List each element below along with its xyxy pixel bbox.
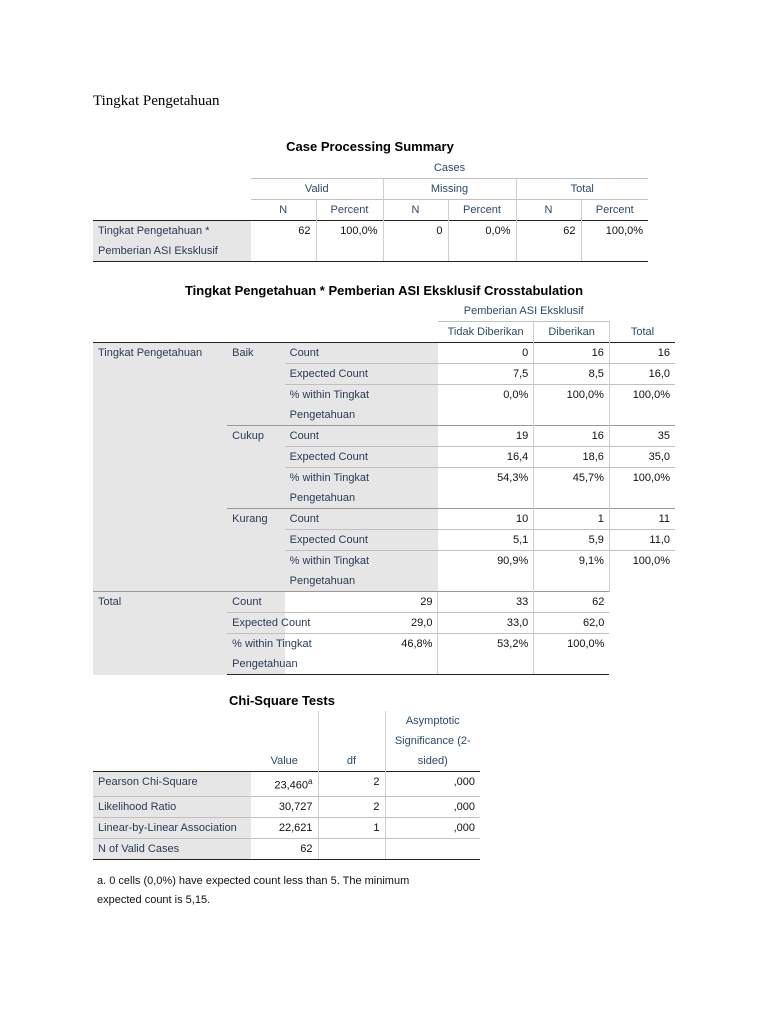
chi-square-row bbox=[93, 817, 480, 838]
chi-square-row bbox=[93, 796, 480, 817]
asymptotic-header-line3: sided) bbox=[385, 751, 480, 772]
table-cell bbox=[609, 405, 675, 426]
table-cell: 16,4 bbox=[438, 447, 534, 468]
table-cell: 100,0% bbox=[581, 221, 648, 262]
table-cell bbox=[438, 654, 534, 675]
crosstab-col-group: Pemberian ASI Eksklusif bbox=[463, 305, 584, 317]
table-cell: 100,0% bbox=[609, 551, 675, 572]
table-cell: 16 bbox=[534, 343, 610, 364]
table-cell: 0 bbox=[383, 221, 448, 262]
stat-label-within-cont: Pengetahuan bbox=[285, 488, 438, 509]
stat-label-expected: Expected Count bbox=[285, 364, 438, 385]
total-header: Total bbox=[516, 179, 648, 200]
table-cell: 0,0% bbox=[438, 385, 534, 406]
cases-header: Cases bbox=[433, 162, 466, 174]
stat-label-count: Count bbox=[285, 426, 438, 447]
chi-row-label: N of Valid Cases bbox=[93, 838, 251, 859]
chi-df: 2 bbox=[318, 772, 385, 797]
n-header: N bbox=[383, 200, 448, 221]
chi-value: 23,460$^a$ bbox=[251, 772, 318, 797]
table-cell: 35,0 bbox=[609, 447, 675, 468]
table-cell: 1 bbox=[534, 509, 610, 530]
table-cell: 100,0% bbox=[609, 385, 675, 406]
chi-sig bbox=[385, 838, 480, 859]
table-cell: 18,6 bbox=[534, 447, 610, 468]
stat-label-within: % within Tingkat bbox=[285, 551, 438, 572]
table-cell bbox=[534, 654, 610, 675]
chi-square-title: Chi-Square Tests bbox=[229, 693, 335, 708]
table-cell: 29 bbox=[285, 592, 438, 613]
percent-header: Percent bbox=[316, 200, 383, 221]
table-cell bbox=[534, 571, 610, 592]
percent-header: Percent bbox=[581, 200, 648, 221]
asymptotic-header-line1: Asymptotic bbox=[385, 711, 480, 731]
stat-label-count: Count bbox=[227, 592, 284, 613]
chi-df: 1 bbox=[318, 817, 385, 838]
df-header: df bbox=[318, 751, 385, 772]
table-cell: 53,2% bbox=[438, 634, 534, 655]
col-header-diberikan: Diberikan bbox=[534, 322, 610, 343]
n-header: N bbox=[251, 200, 316, 221]
table-cell: 0 bbox=[438, 343, 534, 364]
table-cell: 16 bbox=[534, 426, 610, 447]
table-cell: 100,0% bbox=[534, 634, 610, 655]
chi-row-label: Pearson Chi-Square bbox=[93, 772, 251, 797]
table-cell: 16,0 bbox=[609, 364, 675, 385]
stat-label-within-cont: Pengetahuan bbox=[285, 405, 438, 426]
table-cell: 33,0 bbox=[438, 613, 534, 634]
chi-df: 2 bbox=[318, 796, 385, 817]
crosstab-row bbox=[93, 343, 675, 364]
table-cell bbox=[609, 571, 675, 592]
table-cell: 5,1 bbox=[438, 530, 534, 551]
document-heading: Tingkat Pengetahuan bbox=[93, 93, 220, 109]
crosstab-group-label: Cukup bbox=[227, 426, 284, 509]
table-cell: 90,9% bbox=[438, 551, 534, 572]
missing-header: Missing bbox=[383, 179, 516, 200]
table-cell bbox=[609, 488, 675, 509]
crosstab-row bbox=[93, 592, 675, 613]
table-cell bbox=[438, 488, 534, 509]
percent-header: Percent bbox=[448, 200, 516, 221]
table-cell: 7,5 bbox=[438, 364, 534, 385]
table-cell bbox=[438, 405, 534, 426]
chi-square-row bbox=[93, 838, 480, 859]
stat-label-within: % within Tingkat bbox=[227, 634, 284, 655]
table-cell: 19 bbox=[438, 426, 534, 447]
crosstab-group-label: Baik bbox=[227, 343, 284, 426]
table-cell: 5,9 bbox=[534, 530, 610, 551]
table-cell: 16 bbox=[609, 343, 675, 364]
table-cell: 100,0% bbox=[609, 468, 675, 489]
table-cell: 46,8% bbox=[285, 634, 438, 655]
stat-label-within-cont: Pengetahuan bbox=[285, 571, 438, 592]
stat-label-within-cont: Pengetahuan bbox=[227, 654, 284, 675]
crosstab-group-label: Total bbox=[93, 592, 227, 675]
case-summary-title: Case Processing Summary bbox=[286, 139, 454, 154]
table-cell bbox=[534, 405, 610, 426]
table-cell: 29,0 bbox=[285, 613, 438, 634]
chi-row-label: Linear-by-Linear Association bbox=[93, 817, 251, 838]
stat-label-count: Count bbox=[285, 509, 438, 530]
chi-square-footnote: a. 0 cells (0,0%) have expected count less than 5. The minimum expected count is 5,15. bbox=[97, 875, 410, 906]
table-cell: 45,7% bbox=[534, 468, 610, 489]
crosstab-table bbox=[93, 301, 675, 675]
table-cell: 54,3% bbox=[438, 468, 534, 489]
table-cell: 62 bbox=[534, 592, 610, 613]
chi-square-row bbox=[93, 772, 480, 797]
table-cell: 0,0% bbox=[448, 221, 516, 262]
value-header: Value bbox=[270, 755, 298, 767]
chi-value: 22,621 bbox=[251, 817, 318, 838]
table-cell: 100,0% bbox=[316, 221, 383, 262]
col-header-tidak-diberikan: Tidak Diberikan bbox=[438, 322, 534, 343]
chi-sig: ,000 bbox=[385, 772, 480, 797]
table-cell: 35 bbox=[609, 426, 675, 447]
table-cell: 11,0 bbox=[609, 530, 675, 551]
table-cell bbox=[285, 654, 438, 675]
n-header: N bbox=[516, 200, 581, 221]
table-cell bbox=[438, 571, 534, 592]
asymptotic-header-line2: Significance (2- bbox=[385, 731, 480, 751]
stat-label-expected: Expected Count bbox=[285, 447, 438, 468]
stat-label-count: Count bbox=[285, 343, 438, 364]
table-cell: 100,0% bbox=[534, 385, 610, 406]
table-cell: 62 bbox=[251, 221, 316, 262]
chi-row-label: Likelihood Ratio bbox=[93, 796, 251, 817]
crosstab-row-header: Tingkat Pengetahuan bbox=[93, 343, 227, 592]
table-cell bbox=[534, 488, 610, 509]
chi-value: 30,727 bbox=[251, 796, 318, 817]
stat-label-within: % within Tingkat bbox=[285, 468, 438, 489]
table-cell: 10 bbox=[438, 509, 534, 530]
crosstab-title: Tingkat Pengetahuan * Pemberian ASI Eksklusif Crosstabulation bbox=[184, 283, 584, 298]
chi-df bbox=[318, 838, 385, 859]
chi-square-table bbox=[93, 711, 480, 860]
chi-sig: ,000 bbox=[385, 817, 480, 838]
stat-label-expected: Expected Count bbox=[285, 530, 438, 551]
table-cell: 8,5 bbox=[534, 364, 610, 385]
stat-label-within: % within Tingkat bbox=[285, 385, 438, 406]
valid-header: Valid bbox=[251, 179, 383, 200]
table-cell: 33 bbox=[438, 592, 534, 613]
case-summary-table bbox=[93, 158, 648, 262]
table-cell: 62,0 bbox=[534, 613, 610, 634]
table-cell: 11 bbox=[609, 509, 675, 530]
stat-label-expected: Expected Count bbox=[227, 613, 284, 634]
crosstab-group-label: Kurang bbox=[227, 509, 284, 592]
col-header-total: Total bbox=[609, 322, 675, 343]
table-cell: 9,1% bbox=[534, 551, 610, 572]
chi-sig: ,000 bbox=[385, 796, 480, 817]
chi-value: 62 bbox=[251, 838, 318, 859]
case-summary-row-label: Tingkat Pengetahuan * Pemberian ASI Eksklusif bbox=[93, 221, 251, 262]
table-cell: 62 bbox=[516, 221, 581, 262]
